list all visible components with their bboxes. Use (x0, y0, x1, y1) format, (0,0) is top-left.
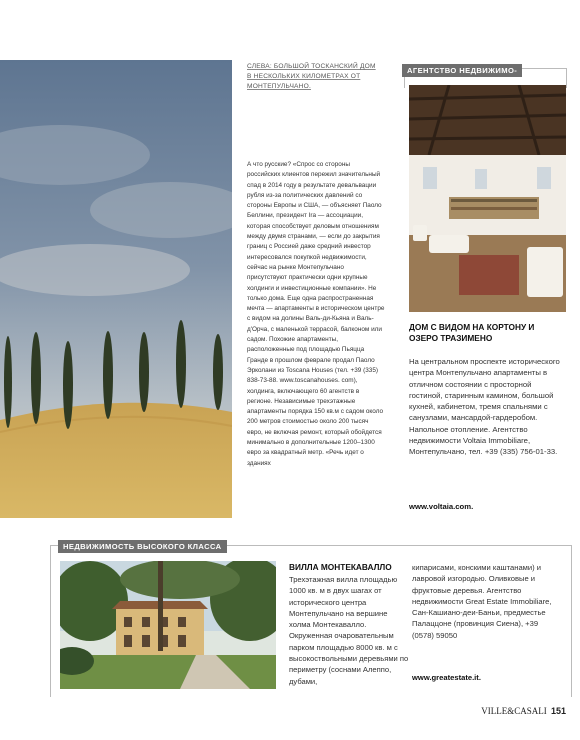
voltaia-link[interactable]: www.voltaia.com. (409, 502, 474, 511)
interior-photo (409, 85, 566, 312)
sidebar-rule-right (566, 68, 567, 88)
photo-caption: СЛЕВА: БОЛЬШОЙ ТОСКАНСКИЙ ДОМ В НЕСКОЛЬКИХ КИЛОМЕТРАХ ОТ МОНТЕПУЛЬЧАНО. (247, 63, 376, 90)
listing-title-villa: ВИЛЛА МОНТЕКАВАЛЛО (289, 562, 392, 572)
article-text: А что русские? «Спрос со стороны российских клиентов пережил значительный спад в 2014 году в результате девальвации рубля из-за политических давлений со стороны Европы и США, — объясняет Паоло Беллини, президент Ira — ассоциации, которая способствует деловым отношениям между двумя странами, — если до закрытия границ с Россией даже средний инвестор интересовался покупкой недвижимости, сейчас на рынке Монтепульчано присутствуют практически одни крупные холдинги и инвестиционные компании». Не только дома. Еще одна распространенная мечта — апартаменты в историческом центре с видом на долины Валь-ди-Кьяна и Валь-д'Орча, с маленькой террасой, балконом или садом. Похожие апартаменты, расположенные под площадью Пьяцца Гранде в прошлом феврале продал Паоло Эрколани из Toscana Houses (тел. +39 (335) 838-73-88. www.toscanahouses. com), холдинга, включающего 60 агентств в регионе. Независимые трехэтажные апартаменты порядка 150 кв.м с садом около 200 метров стоимостью около 200 тысяч евро, не включая ремонт, который обойдется минимально в дополнительные 1200–1300 евро за квадратный метр. «Речь идет о зданиях (247, 161, 385, 467)
landscape-photo (0, 60, 232, 518)
listing-title-voltaia: ДОМ С ВИДОМ НА КОРТОНУ И ОЗЕРО ТРАЗИМЕНО (409, 322, 535, 344)
page-footer (481, 706, 566, 716)
listing-description-villa-col2: кипарисами, конскими каштанами) и лавровой изгородью. Оливковые и фруктовые деревья. Агентство недвижимости Great Estate Immobiliare, Сан-Кашиано-деи-Баньи, предместье Палаццоне (провинция Сиена), +39 (0578) 59050 (412, 563, 552, 640)
page-number: 151 (550, 706, 566, 716)
luxury-section-tag: НЕДВИЖИМОСТЬ ВЫСОКОГО КЛАССА (58, 540, 227, 553)
listing-description-voltaia: На центральном проспекте исторического центра Монтепульчано апартаменты в отличном состоянии с просторной гостиной, старинным камином, большой кухней, кабинетом, тремя спальнями с санузлами, мансардой-гардеробом. Напольное отопление. Агентство недвижимости Voltaia Immobiliare, Монтепульчано, тел. +39 (335) 756-01-33. (409, 357, 560, 457)
greatestate-link[interactable]: www.greatestate.it. (412, 673, 481, 682)
listing-description-villa-col1: Трехэтажная вилла площадью 1000 кв. м в двух шагах от исторического центра Монтепульчано на вершине холма Монтекавалло. Окруженная очаровательным парком площадью 8000 кв. м с высокоствольными деревьями по периметру (соснами Алеппо, дубами, (289, 575, 409, 686)
villa-photo (60, 561, 276, 689)
agency-section-tag: АГЕНТСТВО НЕДВИЖИМО- (402, 64, 522, 77)
magazine-name: VILLE&CASALI (481, 706, 547, 716)
